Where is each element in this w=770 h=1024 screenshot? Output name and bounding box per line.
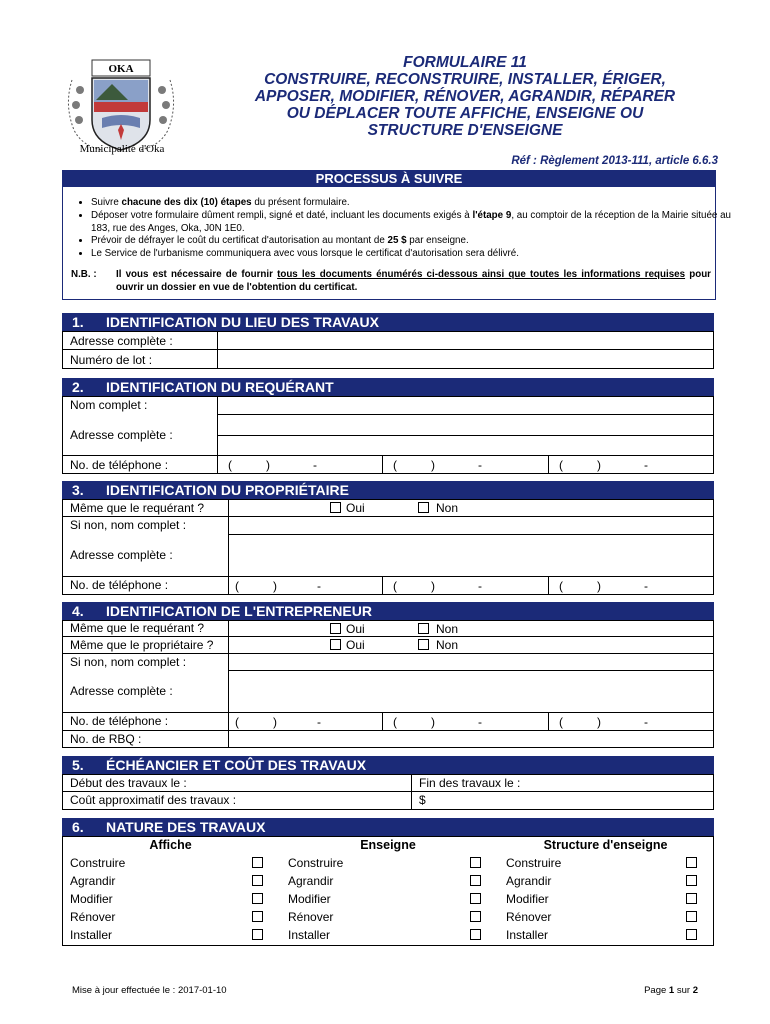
estimated-cost-label: Coût approximatif des travaux : [70,793,237,807]
sign-installer-checkbox[interactable] [252,929,263,940]
work-type-label: Agrandir [70,874,116,888]
section-1-work-location [62,313,714,370]
last-updated-note: Mise à jour effectuée le : 2017-01-10 [72,985,227,996]
work-type-label: Modifier [288,892,331,906]
sign-agrandir-checkbox[interactable] [252,875,263,886]
section-6-grid [62,836,714,946]
sign-structure-renover-checkbox[interactable] [686,911,697,922]
work-type-label: Construire [506,856,562,870]
section-5-schedule-cost [62,756,714,811]
address-label: Adresse complète : [70,428,173,442]
yes-option-label: Oui [346,622,365,636]
process-step: • Le Service de l'urbanisme communiquera avec vous lorsque le certificat d'autorisation sera délivré. [91,248,731,261]
svg-text:OKA: OKA [108,63,134,75]
no-option-label: Non [436,622,459,636]
contractor-phone-2-field[interactable]: ( ) - [393,715,482,729]
process-heading: PROCESSUS À SUIVRE [63,171,715,187]
yes-option-label: Oui [346,501,365,515]
section-2-header: 2. IDENTIFICATION DU REQUÉRANT [62,378,714,396]
work-type-label: Installer [288,928,331,942]
applicant-phone-3-field[interactable]: ( ) - [559,458,648,472]
phone-label: No. de téléphone : [70,578,169,592]
signboard-installer-checkbox[interactable] [470,929,481,940]
phone-label: No. de téléphone : [70,714,169,728]
if-not-name-label: Si non, nom complet : [70,655,187,669]
title-line: STRUCTURE D'ENSEIGNE [367,122,563,139]
rbq-number-field[interactable] [229,731,713,747]
rbq-number-label: No. de RBQ : [70,732,142,746]
owner-name-field[interactable] [229,517,713,534]
municipality-coat-of-arms-logo [62,50,180,158]
title-line: APPOSER, MODIFIER, RÉNOVER, AGRANDIR, RÉPARER [254,88,676,105]
no-option-label: Non [436,638,459,652]
section-3-header: 3. IDENTIFICATION DU PROPRIÉTAIRE [62,481,714,499]
end-date-label: Fin des travaux le : [419,776,521,790]
title-line: FORMULAIRE 11 [403,54,527,71]
sign-structure-construire-checkbox[interactable] [686,857,697,868]
work-type-label: Construire [288,856,344,870]
title-line: OU DÉPLACER TOUTE AFFICHE, ENSEIGNE OU [286,105,644,122]
sign-structure-installer-checkbox[interactable] [686,929,697,940]
owner-phone-1-field[interactable]: ( ) - [235,579,321,593]
sign-structure-agrandir-checkbox[interactable] [686,875,697,886]
contractor-name-field[interactable] [229,654,713,670]
applicant-phone-1-field[interactable]: ( ) - [228,458,317,472]
column-divider [411,774,412,810]
address-label: Adresse complète : [70,684,173,698]
title-line: CONSTRUIRE, RECONSTRUIRE, INSTALLER, ÉRIGER, [264,71,666,88]
same-as-applicant-label: Même que le requérant ? [70,621,205,635]
full-name-label: Nom complet : [70,398,148,412]
owner-same-no-checkbox[interactable] [418,502,429,513]
process-box [62,170,731,300]
process-steps-list [71,197,731,261]
work-type-label: Installer [70,928,113,942]
applicant-address-field[interactable] [218,415,713,455]
applicant-phone-2-field[interactable]: ( ) - [393,458,482,472]
location-address-field[interactable] [218,332,713,349]
same-as-applicant-label: Même que le requérant ? [70,501,205,515]
estimated-cost-field[interactable] [430,792,713,809]
nb-text: Il vous est nécessaire de fournir tous les documents énumérés ci-dessous ainsi que toutes les informations requises pour ouvrir un dossier en vue de l'obtention du certificat. [116,269,711,293]
row-divider [62,636,714,637]
sign-construire-checkbox[interactable] [252,857,263,868]
address-label: Adresse complète : [70,334,173,348]
section-6-nature-of-work [62,818,714,946]
work-type-label: Modifier [70,892,113,906]
currency-symbol: $ [419,793,426,807]
no-option-label: Non [436,501,459,515]
contractor-same-applicant-no-checkbox[interactable] [418,623,429,634]
contractor-phone-3-field[interactable]: ( ) - [559,715,648,729]
sign-modifier-checkbox[interactable] [252,893,263,904]
section-1-header: 1. IDENTIFICATION DU LIEU DES TRAVAUX [62,313,714,331]
column-header-sign: Affiche [149,838,192,852]
owner-same-yes-checkbox[interactable] [330,502,341,513]
address-label: Adresse complète : [70,548,173,562]
regulation-reference: Réf : Règlement 2013-111, article 6.6.3 [511,155,718,167]
owner-phone-2-field[interactable]: ( ) - [393,579,482,593]
section-3-owner [62,481,714,595]
page-number: Page 1 sur 2 [644,985,698,996]
yes-option-label: Oui [346,638,365,652]
work-type-label: Rénover [506,910,552,924]
section-4-header: 4. IDENTIFICATION DE L'ENTREPRENEUR [62,602,714,620]
work-type-label: Agrandir [506,874,552,888]
contractor-phone-1-field[interactable]: ( ) - [235,715,321,729]
work-type-label: Modifier [506,892,549,906]
form-title [205,54,725,139]
process-step: • Prévoir de défrayer le coût du certificat d'autorisation au montant de 25 $ par enseigne. [91,235,731,248]
section-5-header: 5. ÉCHÉANCIER ET COÛT DES TRAVAUX [62,756,714,774]
applicant-name-field[interactable] [218,397,713,414]
owner-phone-3-field[interactable]: ( ) - [559,579,648,593]
signboard-construire-checkbox[interactable] [470,857,481,868]
work-type-label: Agrandir [288,874,334,888]
contractor-same-applicant-yes-checkbox[interactable] [330,623,341,634]
work-type-label: Rénover [70,910,116,924]
contractor-address-field[interactable] [229,671,713,712]
same-as-owner-label: Même que le propriétaire ? [70,638,214,652]
start-date-label: Début des travaux le : [70,776,187,790]
work-type-label: Installer [506,928,549,942]
section-4-contractor [62,602,714,748]
process-step: • Déposer votre formulaire dûment rempli, signé et daté, incluant les documents exigés à l'étape 9, au comptoir de la réception de la Mairie située au 183, rue des Anges, Oka, J0N 1E0. [91,210,731,236]
owner-address-field[interactable] [229,535,713,576]
sign-structure-modifier-checkbox[interactable] [686,893,697,904]
column-header-signboard: Enseigne [360,838,416,852]
column-header-sign-structure: Structure d'enseigne [543,838,668,852]
municipality-name: Municipalité d'Oka [79,143,165,155]
signboard-renover-checkbox[interactable] [470,911,481,922]
phone-label: No. de téléphone : [70,458,169,472]
contractor-same-owner-no-checkbox[interactable] [418,639,429,650]
section-6-header: 6. NATURE DES TRAVAUX [62,818,714,836]
signboard-modifier-checkbox[interactable] [470,893,481,904]
end-date-field[interactable] [546,775,713,791]
contractor-same-owner-yes-checkbox[interactable] [330,639,341,650]
section-2-applicant [62,378,714,475]
nb-label: N.B. : [71,269,97,280]
lot-number-field[interactable] [218,350,713,368]
lot-number-label: Numéro de lot : [70,353,153,367]
if-not-name-label: Si non, nom complet : [70,518,187,532]
sign-renover-checkbox[interactable] [252,911,263,922]
work-type-label: Rénover [288,910,334,924]
signboard-agrandir-checkbox[interactable] [470,875,481,886]
work-type-label: Construire [70,856,126,870]
process-step: • Suivre chacune des dix (10) étapes du présent formulaire. [91,197,731,210]
start-date-field[interactable] [222,775,410,791]
